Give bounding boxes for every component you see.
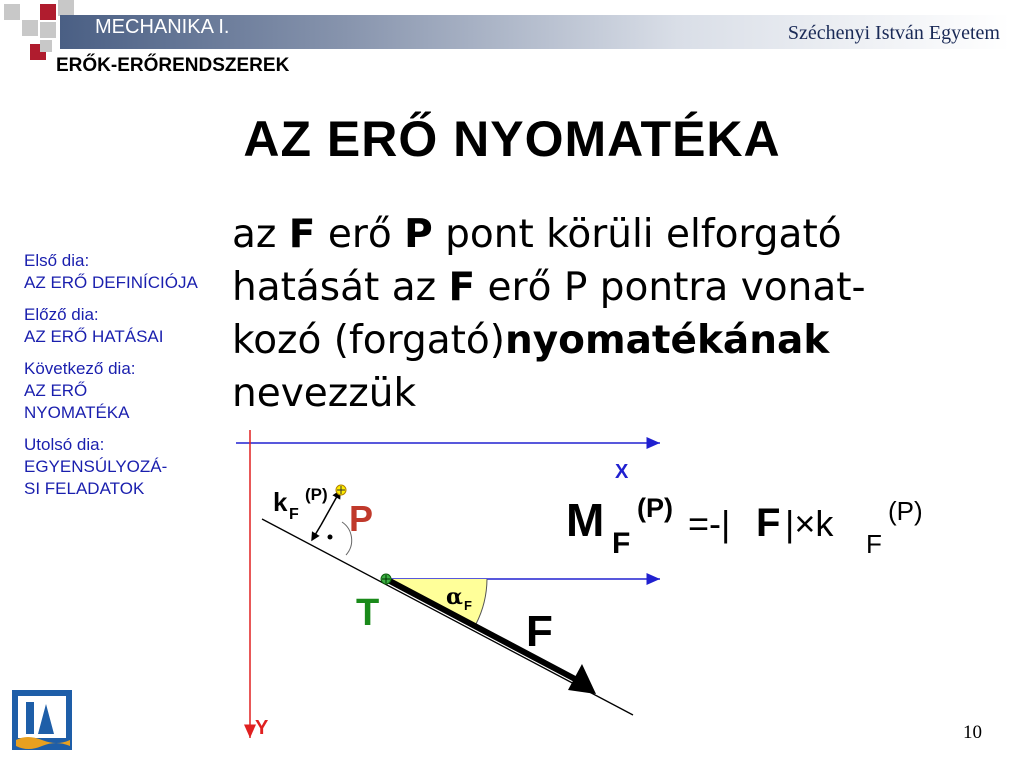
nav-first-target: AZ ERŐ DEFINÍCIÓJA [24, 273, 198, 292]
university-logo [12, 690, 72, 750]
lever-arm-tail [312, 525, 321, 540]
def-text-7: nevezzük [232, 371, 417, 416]
force-label: F [526, 607, 553, 656]
nav-last-label: Utolsó dia: [24, 435, 105, 454]
def-text-3: pont körüli elforgató [432, 212, 842, 257]
nav-last-target-1: EGYENSÚLYOZÁ- [24, 457, 168, 476]
nav-first-label: Első dia: [24, 251, 90, 270]
nav-last-target-2: SI FELADATOK [24, 479, 145, 498]
nav-prev-label: Előző dia: [24, 305, 99, 324]
def-text-2: erő [315, 212, 405, 257]
point-p-label: P [349, 498, 374, 539]
lever-arm-label: kF(P) [273, 485, 328, 523]
right-angle-dot [328, 535, 333, 540]
def-text-5: erő P pontra vonat- [475, 265, 866, 310]
moment-formula: M F(P) =-| F |×k F(P) [566, 493, 923, 560]
nav-next-target-1: AZ ERŐ [24, 381, 88, 400]
def-force-symbol: F [288, 212, 316, 257]
def-point-symbol: P [404, 212, 433, 257]
def-text-1: az [232, 212, 289, 257]
def-text-6: kozó (forgató) [232, 318, 505, 363]
slide-title: AZ ERŐ NYOMATÉKA [243, 111, 781, 167]
nav-next-target-2: NYOMATÉKA [24, 403, 130, 422]
y-axis-label: Y [255, 717, 269, 739]
def-text-4: hatását az [232, 265, 449, 310]
point-t-label: T [356, 592, 380, 634]
page-number: 10 [963, 722, 982, 743]
def-moment-word: nyomatékának [504, 318, 830, 363]
nav-next-label: Következő dia: [24, 359, 136, 378]
nav-prev-target: AZ ERŐ HATÁSAI [24, 327, 164, 346]
university-name: Széchenyi István Egyetem [787, 22, 1000, 44]
x-axis-label: X [615, 461, 629, 483]
course-title: MECHANIKA I. [95, 16, 230, 38]
angle-label: αF [446, 584, 472, 613]
def-force-symbol-2: F [448, 265, 476, 310]
section-title: ERŐK-ERŐRENDSZEREK [56, 55, 290, 76]
